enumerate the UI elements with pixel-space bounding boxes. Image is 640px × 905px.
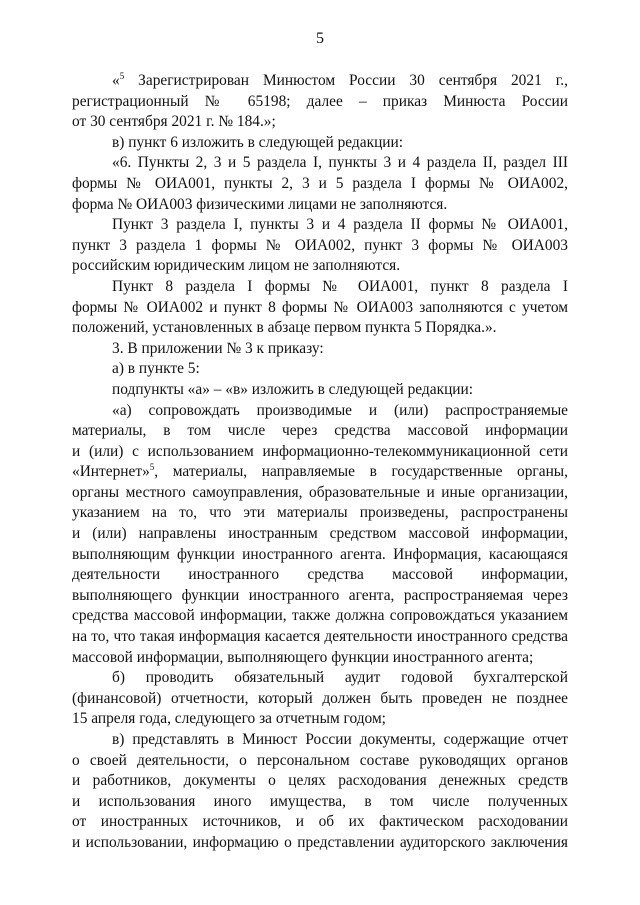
subitem-b-line-2: (финансовой) отчетности, который должен быть проведен не позднее: [72, 689, 568, 707]
subitem-a-line-9: деятельности иностранного средства массовой информации,: [72, 566, 568, 584]
subitem-a-line-5: органы местного самоуправления, образовательные и иные организации,: [72, 483, 568, 501]
subitem-v-line-4: и использования иного имущества, в том числе полученных: [72, 792, 568, 810]
page-number: 5: [316, 30, 324, 47]
subitem-a-line-2: материалы, в том числе через средства массовой информации: [72, 422, 568, 440]
subitem-a: [72, 401, 568, 669]
subitem-a-line-6: указанием на то, что эти материалы произведены, распространены: [72, 504, 568, 522]
item-a-heading: а) в пункте 5:: [112, 360, 200, 378]
paragraph-6-line-2: формы № ОИА001, пункты 2, 3 и 5 раздела I формы № ОИА002,: [72, 174, 568, 192]
document-body: [72, 71, 568, 854]
footnote-line-3: от 30 сентября 2021 г. № 184.»;: [72, 113, 276, 131]
paragraph-6-line-1: «6. Пункты 2, 3 и 5 раздела I, пункты 3 и 4 раздела II, раздел III: [112, 154, 568, 172]
footnote-line-2: регистрационный № 65198; далее – приказ Минюста России: [72, 92, 568, 110]
subitem-a-line-4-rest: , материалы, направляемые в государственные органы,: [154, 463, 568, 481]
footnote-quote-open: «: [112, 72, 120, 89]
internet-term: «Интернет»: [72, 463, 150, 481]
footnote-paragraph: [72, 71, 568, 133]
subitem-a-line-11: средства массовой информации, также должна сопровождаться указанием: [72, 607, 568, 625]
subitem-a-line-13: массовой информации, выполняющего функции иностранного агента;: [72, 648, 534, 666]
subitem-b: [72, 668, 568, 730]
subitem-a-line-3: и (или) с использованием информационно-телекоммуникационной сети: [72, 442, 568, 460]
paragraph-point-3-line-1: Пункт 3 раздела I, пункты 3 и 4 раздела II формы № ОИА001,: [112, 216, 568, 234]
item-v-heading: в) пункт 6 изложить в следующей редакции:: [112, 133, 404, 151]
subitem-b-line-1: б) проводить обязательный аудит годовой бухгалтерской: [112, 669, 568, 687]
paragraph-point-8-line-3: положений, установленных в абзаце первом пункта 5 Порядка.».: [72, 319, 497, 337]
footnote-marker-internet: 5: [149, 462, 155, 473]
subitem-a-line-4: [72, 462, 568, 483]
footnote-marker: 5: [119, 70, 125, 81]
subitem-a-line-7: и (или) направлены иностранным средством массовой информации,: [72, 525, 568, 543]
subitem-v-line-6: и использовании, информацию о представлении аудиторского заключения: [72, 833, 568, 851]
paragraph-point-8-line-2: формы № ОИА002 и пункт 8 формы № ОИА003 заполняются с учетом: [72, 298, 568, 316]
subitem-a-line-10: выполняющего функции иностранного агента, распространяемая через: [72, 586, 568, 604]
subitem-a-line-8: выполняющим функции иностранного агента. Информация, касающаяся: [72, 545, 568, 563]
subitem-v-line-2: о своей деятельности, о персональном составе руководящих органов: [72, 751, 568, 769]
subitem-v: [72, 730, 568, 854]
paragraph-6: [72, 153, 568, 215]
paragraph-point-3-line-2: пункт 3 раздела 1 формы № ОИА002, пункт 3 формы № ОИА003: [72, 236, 568, 254]
footnote-line-1-text: Зарегистрирован Минюстом России 30 сентября 2021 г.,: [138, 72, 568, 89]
paragraph-point-8-line-1: Пункт 8 раздела I формы № ОИА001, пункт 8 раздела I: [112, 277, 568, 295]
subitem-v-line-1: в) представлять в Минюст России документы, содержащие отчет: [112, 731, 568, 748]
subitem-a-line-12: на то, что такая информация касается деятельности иностранного средства: [72, 628, 568, 646]
subitem-b-line-3: 15 апреля года, следующего за отчетным годом;: [72, 710, 386, 728]
paragraph-point-3: [72, 215, 568, 277]
paragraph-point-3-line-3: российским юридическим лицом не заполняются.: [72, 257, 401, 275]
subitem-v-line-3: и работников, документы о целях расходования денежных средств: [72, 772, 568, 790]
paragraph-point-8: [72, 277, 568, 339]
item-3-heading: 3. В приложении № 3 к приказу:: [112, 339, 324, 357]
footnote-line-1: [72, 71, 568, 92]
subitem-v-line-5: от иностранных источников, и об их фактическом расходовании: [72, 813, 568, 831]
subitem-a-line-1: «а) сопровождать производимые и (или) распространяемые: [112, 401, 568, 419]
paragraph-6-line-3: форма № ОИА003 физическими лицами не заполняются.: [72, 195, 448, 213]
subitems-heading: подпункты «а» – «в» изложить в следующей редакции:: [112, 380, 474, 398]
